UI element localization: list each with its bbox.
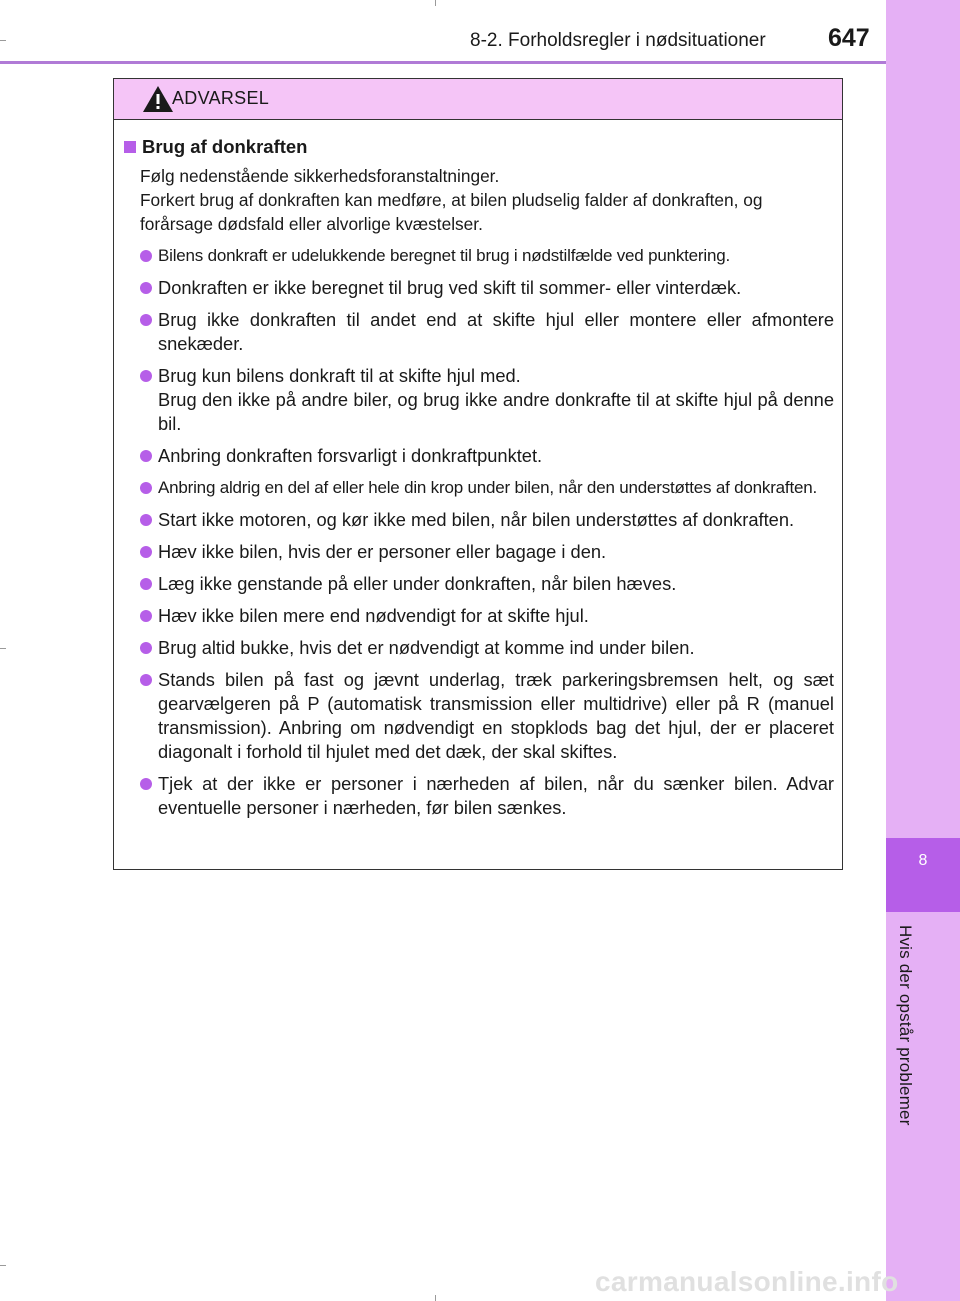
- list-item-text: Anbring aldrig en del af eller hele din krop under bilen, når den understøttes af donkraften.: [158, 478, 817, 497]
- list-item: [122, 364, 834, 436]
- crop-mark: [0, 40, 6, 41]
- section-title: 8-2. Forholdsregler i nødsituationer: [470, 30, 766, 51]
- list-item-text: Læg ikke genstande på eller under donkraften, når bilen hæves.: [158, 573, 677, 594]
- list-item: [122, 668, 834, 764]
- bullet-icon: [140, 610, 152, 622]
- list-item-text: Tjek at der ikke er personer i nærheden af bilen, når du sænker bilen. Advar eventuelle personer i nærheden, før bilen sænkes.: [158, 773, 834, 818]
- chapter-number: 8: [918, 852, 928, 869]
- crop-mark: [435, 0, 436, 6]
- bullet-icon: [140, 778, 152, 790]
- bullet-icon: [140, 314, 152, 326]
- bullet-icon: [140, 674, 152, 686]
- list-item-text: Start ikke motoren, og kør ikke med bilen, når bilen understøttes af donkraften.: [158, 509, 795, 530]
- list-item: [122, 572, 834, 596]
- bullet-icon: [140, 482, 152, 494]
- list-item-text: Hæv ikke bilen, hvis der er personer eller bagage i den.: [158, 541, 607, 562]
- list-item-text: Brug altid bukke, hvis det er nødvendigt at komme ind under bilen.: [158, 637, 695, 658]
- list-item: [122, 308, 834, 356]
- list-item: [122, 636, 834, 660]
- warning-list: [122, 244, 834, 820]
- list-item-text: Anbring donkraften forsvarligt i donkraftpunktet.: [158, 445, 543, 466]
- bullet-icon: [140, 578, 152, 590]
- crop-mark: [0, 648, 6, 649]
- bullet-icon: [140, 250, 152, 262]
- page-number: 647: [828, 24, 870, 52]
- list-item: [122, 540, 834, 564]
- chapter-tab: [886, 838, 960, 912]
- list-item-text: Donkraften er ikke beregnet til brug ved skift til sommer- eller vinterdæk.: [158, 277, 742, 298]
- bullet-icon: [140, 370, 152, 382]
- crop-mark: [435, 1295, 436, 1301]
- subheading-text: Brug af donkraften: [142, 136, 308, 157]
- list-item: [122, 772, 834, 820]
- crop-mark: [0, 1265, 6, 1266]
- square-bullet-icon: [124, 141, 136, 153]
- intro-line: Følg nedenstående sikkerhedsforanstaltninger.: [140, 166, 500, 186]
- list-item-text: Brug ikke donkraften til andet end at skifte hjul eller montere eller afmontere snekæder.: [158, 309, 834, 354]
- subheading: [122, 136, 834, 158]
- bullet-icon: [140, 282, 152, 294]
- intro-line: Forkert brug af donkraften kan medføre, at bilen pludselig falder af donkraften, og forårsage dødsfald eller alvorlige kvæstelser.: [140, 190, 763, 234]
- list-item-text: Stands bilen på fast og jævnt underlag, træk parkeringsbremsen helt, og sæt gearvælgeren på P (automatisk transmission eller multidrive) eller på R (manuel transmission). Anbring om nødvendigt en stopklods bag det hjul, der er placeret diagonalt i forhold til hjulet med det dæk, der skal skiftes.: [158, 669, 834, 762]
- list-item: [122, 508, 834, 532]
- list-item-text: Hæv ikke bilen mere end nødvendigt for at skifte hjul.: [158, 605, 589, 626]
- bullet-icon: [140, 642, 152, 654]
- warning-header: [114, 79, 842, 120]
- chapter-title: Hvis der opstår problemer: [896, 925, 915, 1126]
- warning-box: [113, 78, 843, 870]
- header-rule: [0, 61, 886, 64]
- watermark[interactable]: carmanualsonline.info: [595, 1266, 899, 1297]
- list-item-text: Brug den ikke på andre biler, og brug ikke andre donkrafte til at skifte hjul på denne bil.: [158, 389, 834, 434]
- warning-body: [114, 120, 842, 820]
- bullet-icon: [140, 514, 152, 526]
- list-item-text: Brug kun bilens donkraft til at skifte hjul med.: [158, 365, 521, 386]
- warning-triangle-icon: [142, 85, 174, 113]
- list-item: [122, 244, 834, 268]
- list-item: [122, 476, 834, 500]
- bullet-icon: [140, 546, 152, 558]
- list-item: [122, 276, 834, 300]
- list-item-text: Bilens donkraft er udelukkende beregnet til brug i nødstilfælde ved punktering.: [158, 246, 730, 265]
- bullet-icon: [140, 450, 152, 462]
- intro-text: [140, 164, 834, 236]
- list-item: [122, 444, 834, 468]
- list-item: [122, 604, 834, 628]
- warning-label: ADVARSEL: [172, 88, 270, 108]
